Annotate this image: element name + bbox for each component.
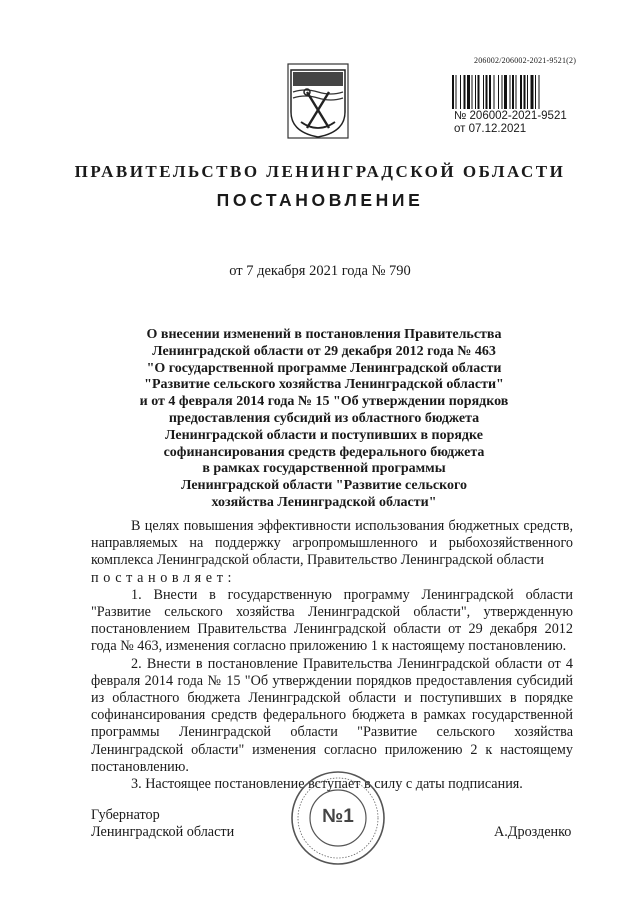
title-line: хозяйства Ленинградской области" xyxy=(211,494,437,510)
signatory-name: А.Дрозденко xyxy=(494,824,572,840)
title-line: "Развитие сельского хозяйства Ленинградской области" xyxy=(144,377,504,393)
title-line: и от 4 февраля 2014 года № 15 "Об утверждении порядков xyxy=(139,394,509,410)
document-title xyxy=(130,327,518,512)
signatory-role-line: Ленинградской области xyxy=(91,824,235,840)
title-line: софинансирования средств федерального бюджета xyxy=(163,444,485,460)
decree-item-1: 1. Внести в государственную программу Ленинградской области "Развитие сельского хозяйства Ленинградской области", утвержденную постановлением Правительства Ленинградской области от 29 декабря 2012 года № 463, изменения согласно приложению 1 к настоящему постановлению. xyxy=(91,586,573,655)
decree-item-2: 2. Внести в постановление Правительства Ленинградской области от 4 февраля 2014 года № 15 "Об утверждении порядков предоставления субсидий из областного бюджета Ленинградской области и поступивших в порядке софинансирования средств федерального бюджета в рамках государственной программы Ленинградской области "Развитие сельского хозяйства Ленинградской области" изменения согласно приложению 2 к настоящему постановлению. xyxy=(91,655,573,775)
registration-number: № 206002-2021-9521 xyxy=(454,110,567,122)
decree-word-text: постановляет: xyxy=(91,569,237,586)
signatory-role-line: Губернатор xyxy=(91,807,160,823)
government-name: ПРАВИТЕЛЬСТВО ЛЕНИНГРАДСКОЙ ОБЛАСТИ xyxy=(74,162,566,181)
preamble-paragraph: В целях повышения эффективности использования бюджетных средств, направляемых на поддержку агропромышленного и рыбохозяйственного комплекса Ленинградской области, Правительство Ленинградской области xyxy=(91,518,573,569)
registration-code-top: 206002/206002-2021-9521(2) xyxy=(474,56,577,65)
title-line: О внесении изменений в постановления Правительства xyxy=(146,327,502,342)
title-line: Ленинградской области и поступивших в порядке xyxy=(165,427,483,443)
title-line: предоставления субсидий из областного бюджета xyxy=(168,410,480,426)
decree-item-3: 3. Настоящее постановление вступает в силу с даты подписания. xyxy=(131,776,523,793)
document-type: ПОСТАНОВЛЕНИЕ xyxy=(216,190,424,210)
seal-number: №1 xyxy=(322,806,354,827)
decree-word xyxy=(91,570,573,587)
title-line: Ленинградской области "Развитие сельского xyxy=(181,478,467,494)
official-seal-stamp xyxy=(290,770,386,866)
coat-of-arms-emblem xyxy=(285,62,351,140)
registration-date: от 07.12.2021 xyxy=(454,123,527,135)
title-line: "О государственной программе Ленинградской области xyxy=(146,360,502,376)
barcode xyxy=(452,75,592,109)
title-line: Ленинградской области от 29 декабря 2012 года № 463 xyxy=(152,343,496,359)
title-line: в рамках государственной программы xyxy=(202,461,446,477)
document-body xyxy=(91,518,573,793)
document-date-number: от 7 декабря 2021 года № 790 xyxy=(229,263,411,279)
signatory-role xyxy=(91,807,234,841)
